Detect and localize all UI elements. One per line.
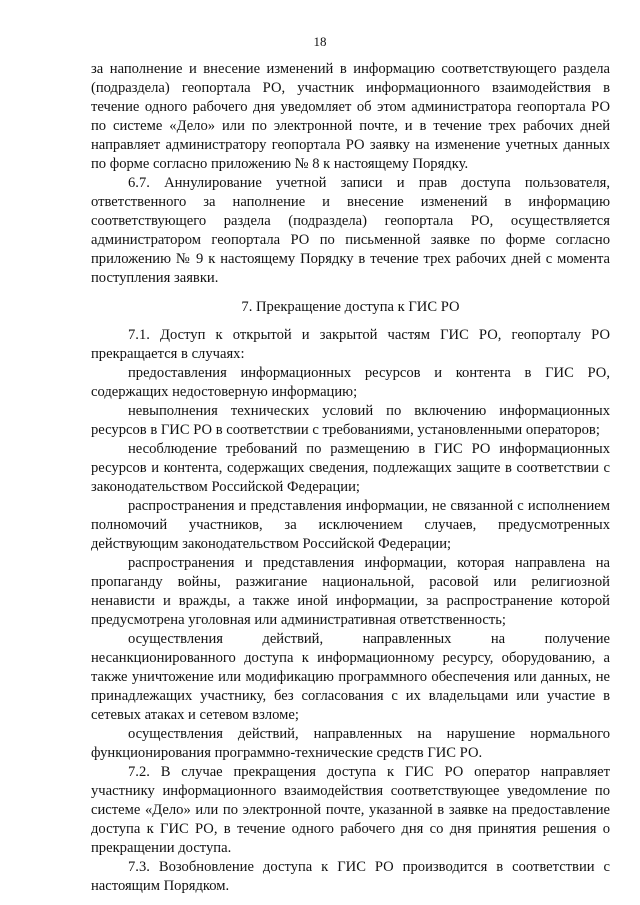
list-item: осуществления действий, направленных на нарушение нормального функционирования программно-технические средств ГИС РО. (91, 726, 610, 761)
list-item: несоблюдение требований по размещению в ГИС РО информационных ресурсов и контента, содержащих сведения, подлежащих защите в соответствии с законодательством Российской Федерации; (91, 441, 610, 495)
paragraph-7-1: 7.1. Доступ к открытой и закрытой частям ГИС РО, геопорталу РО прекращается в случаях: (91, 327, 610, 362)
paragraph-7-2: 7.2. В случае прекращения доступа к ГИС РО оператор направляет участнику информационного взаимодействия соответствующее уведомление по системе «Дело» или по электронной почте, указанной в заявке на предоставление доступа к ГИС РО, в течение одного рабочего дня со дня принятия решения о прекращении доступа. (91, 764, 610, 856)
list-item: распространения и представления информации, не связанной с исполнением полномочий участников, за исключением случаев, предусмотренных действующим законодательством Российской Федерации; (91, 498, 610, 552)
section-title: 7. Прекращение доступа к ГИС РО (241, 299, 460, 315)
paragraph-continuation: за наполнение и внесение изменений в информацию соответствующего раздела (подраздела) геопортала РО, участник информационного взаимодействия в течение одного рабочего дня уведомляет об этом администратора геопортала РО по системе «Дело» или по электронной почте, и в течение трех рабочих дней направляет администратору геопортала РО заявку на изменение учетных данных по форме согласно приложению № 8 к настоящему Порядку. (91, 61, 610, 172)
list-item: предоставления информационных ресурсов и контента в ГИС РО, содержащих недостоверную информацию; (91, 365, 610, 400)
list-item: осуществления действий, направленных на получение несанкционированного доступа к информационному ресурсу, оборудованию, а также уничтожение или модификацию программного обеспечения или данных, не принадлежащих участнику, без согласования с их владельцами или участие в сетевых атаках и сетевом взломе; (91, 631, 610, 723)
list-item: невыполнения технических условий по включению информационных ресурсов в ГИС РО в соответствии с требованиями, установленными операторов; (91, 403, 610, 438)
page-number: 18 (313, 34, 327, 49)
paragraph-7-3: 7.3. Возобновление доступа к ГИС РО производится в соответствии с настоящим Порядком. (91, 859, 610, 894)
document-body (91, 60, 610, 896)
paragraph-6-7: 6.7. Аннулирование учетной записи и прав доступа пользователя, ответственного за наполнение и внесение изменений в информацию соответствующего раздела (подраздела) геопортала РО, осуществляется администратором геопортала РО по письменной заявке по форме согласно приложению № 9 к настоящему Порядку в течение трех рабочих дней с момента поступления заявки. (91, 175, 610, 286)
list-item: распространения и представления информации, которая направлена на пропаганду войны, разжигание национальной, расовой или религиозной ненависти и вражды, а также иной информации, за распространение которой предусмотрена уголовная или административная ответственность; (91, 555, 610, 628)
